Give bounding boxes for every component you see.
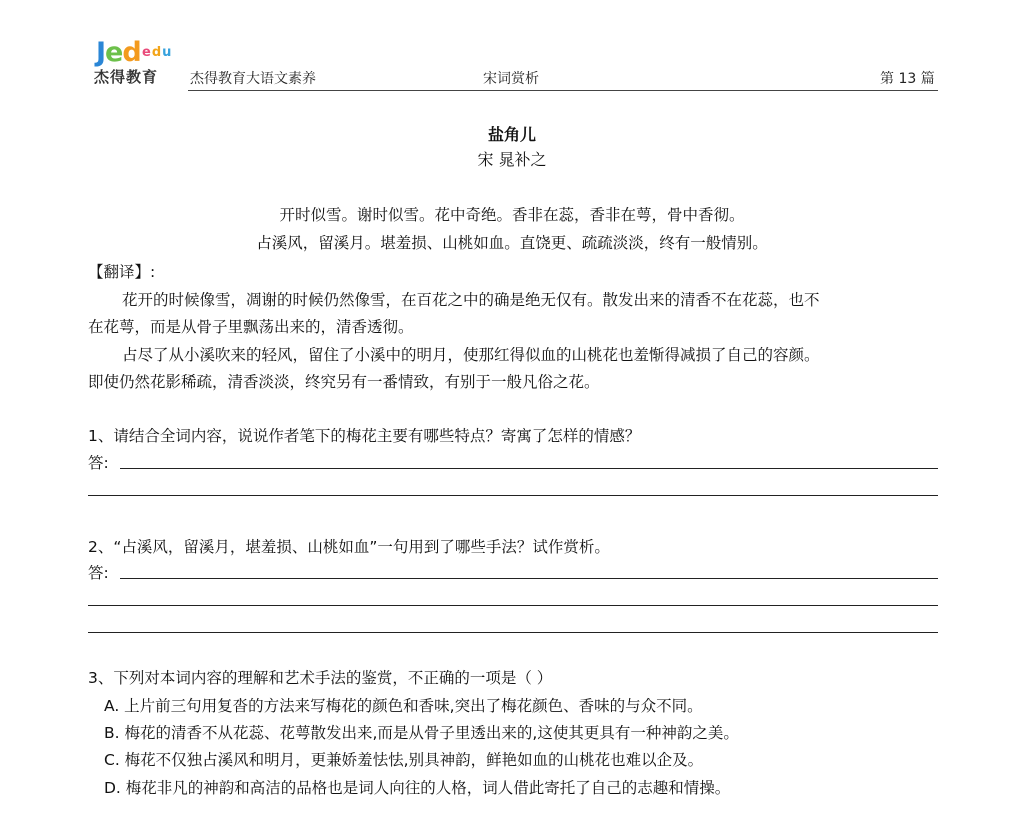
translation-p1-line2: 在花萼，而是从骨子里飘荡出来的，清香透彻。 [88,318,414,336]
logo-je: Jed [96,37,141,68]
poem-line-2: 占溪风，留溪月。堪羞损、山桃如血。直饶更、疏疏淡淡，终有一般情别。 [256,234,768,252]
logo-text: 杰得教育 [94,68,159,86]
question-1: 1、请结合全词内容，说说作者笔下的梅花主要有哪些特点？寄寓了怎样的情感？ [88,427,641,445]
jedu-logo [94,37,184,90]
poem-line-1: 开时似雪。谢时似雪。花中奇绝。香非在蕊，香非在萼，骨中香彻。 [279,206,745,224]
answer-line[interactable] [120,578,938,579]
option-c[interactable]: C. 梅花不仅独占溪风和明月，更兼娇羞怯怯,别具神韵，鲜艳如血的山桃花也难以企及。 [104,751,704,769]
question-2: 2、“占溪风，留溪月，堪羞损、山桃如血”一句用到了哪些手法？试作赏析。 [88,538,610,556]
option-b[interactable]: B. 梅花的清香不从花蕊、花萼散发出来,而是从骨子里透出来的,这使其更具有一种神韵之美。 [104,724,739,742]
answer-line[interactable] [120,468,938,469]
translation-p2-line1: 占尽了从小溪吹来的轻风，留住了小溪中的明月，使那红得似血的山桃花也羞惭得减损了自己的容颜。 [122,346,820,364]
translation-p2-line2: 即使仍然花影稀疏，清香淡淡，终究另有一番情致，有别于一般凡俗之花。 [88,373,600,391]
answer-line[interactable] [88,605,938,606]
answer-label-2: 答: [88,564,109,582]
poem-author: 宋 晁补之 [477,150,547,169]
option-d[interactable]: D. 梅花非凡的神韵和高洁的品格也是词人向往的人格，词人借此寄托了自己的志趣和情操。 [104,779,731,797]
translation-label: 【翻译】: [88,263,156,281]
answer-label-1: 答: [88,454,109,472]
logo-edu: edu [142,45,173,60]
header-topic: 宋词赏析 [483,71,539,87]
answer-line[interactable] [88,632,938,633]
answer-line[interactable] [88,495,938,496]
header-page-number: 第 13 篇 [880,71,935,87]
poem-title: 盐角儿 [487,125,536,144]
question-3: 3、下列对本词内容的理解和艺术手法的鉴赏，不正确的一项是（ ） [88,669,553,687]
translation-p1-line1: 花开的时候像雪，凋谢的时候仍然像雪，在百花之中的确是绝无仅有。散发出来的清香不在花蕊，也不 [122,291,820,309]
header-rule [188,90,938,91]
option-a[interactable]: A. 上片前三句用复沓的方法来写梅花的颜色和香味,突出了梅花颜色、香味的与众不同。 [104,697,703,715]
header-series: 杰得教育大语文素养 [190,71,316,87]
